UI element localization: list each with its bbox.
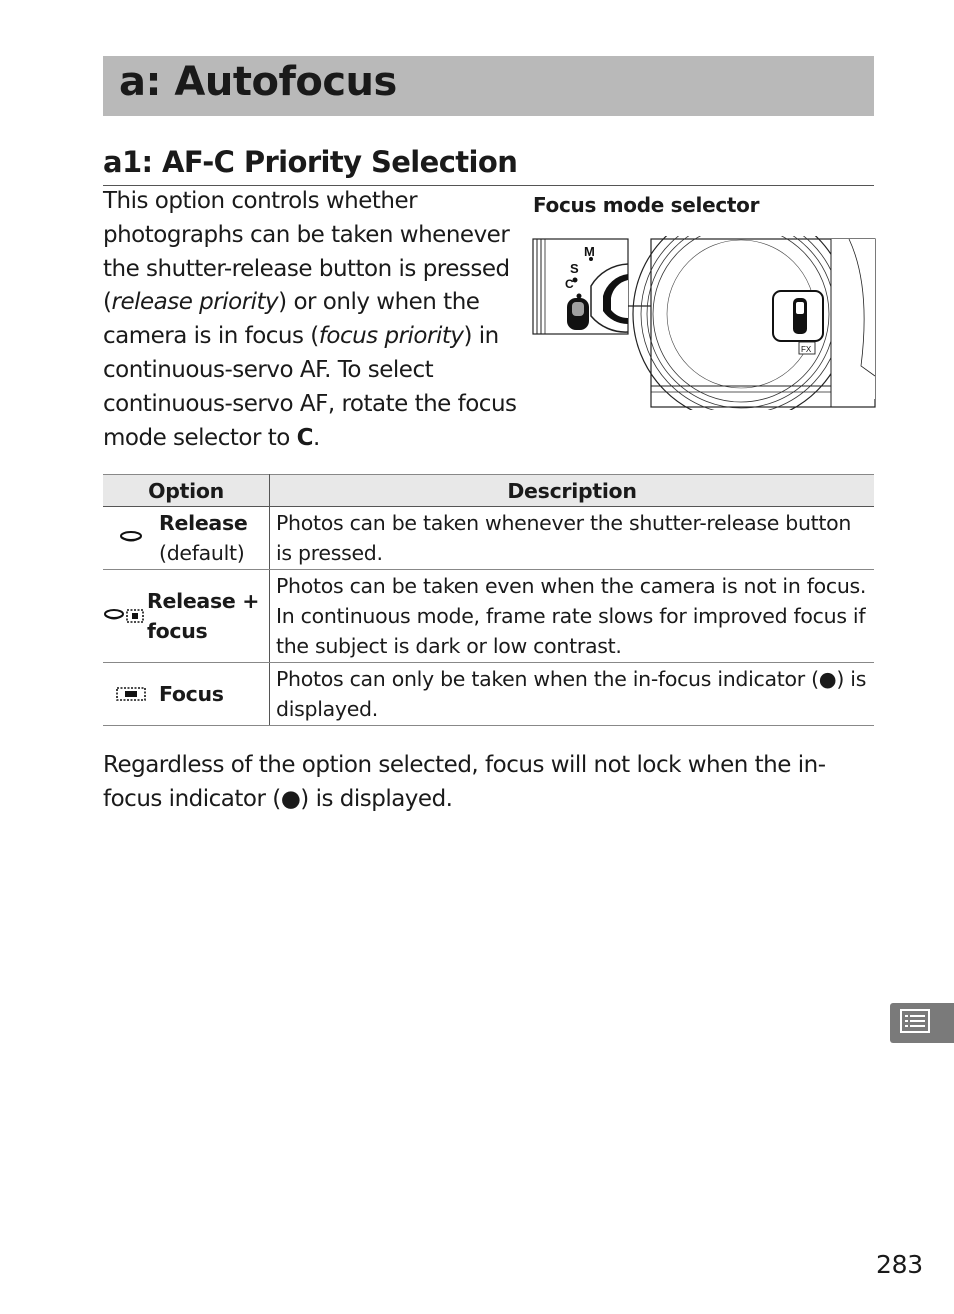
intro-text-4: . [313,424,320,451]
option-description: Photos can be taken even when the camera is not in focus. In continuous mode, frame rate slows for improved focus if the subject is dark or low contrast. [270,570,875,663]
intro-text-3: ) in continuous-servo AF. To select continuous-servo AF, rotate the focus mode selector to [103,323,517,451]
table-row [103,570,874,663]
option-column-header: Option [103,475,270,507]
page-number: 283 [876,1250,923,1279]
dial-label-m: M [584,244,595,259]
table-row [103,663,874,726]
description-column-header: Description [270,475,875,507]
option-description: Photos can only be taken when the in-focus indicator (●) is displayed. [270,663,875,726]
option-label: Release + focus [147,589,260,643]
figure-caption: Focus mode selector [533,193,760,217]
fx-badge: FX [801,345,812,354]
release-priority-icon [103,530,159,546]
section-title: a1: AF-C Priority Selection [103,145,518,179]
release-priority-term: release priority [111,289,279,316]
option-description: Photos can be taken whenever the shutter-release button is pressed. [270,507,875,570]
chapter-title: a: Autofocus [119,59,397,105]
custom-settings-tab[interactable] [890,1003,954,1043]
focus-mode-selector-illustration [531,236,877,410]
dial-label-s: S [570,261,579,276]
options-table [103,474,874,726]
release-focus-priority-icon [103,608,147,624]
option-default-note: (default) [159,541,245,565]
table-header-row [103,475,874,507]
chapter-header [103,56,874,116]
camera-body [633,236,875,410]
continuous-servo-glyph: C [296,424,314,451]
closing-paragraph: Regardless of the option selected, focus will not lock when the in-focus indicator (●) is displayed. [103,752,826,812]
option-label: Focus [159,682,224,706]
table-row [103,507,874,570]
selector-closeup [533,239,628,334]
intro-paragraph [103,185,523,455]
menu-list-icon [900,1009,930,1037]
focus-priority-term: focus priority [318,323,464,350]
dial-label-c: C [565,277,574,291]
option-label: Release [159,511,248,535]
intro-text-2: ) or only when the camera is in focus ( [103,289,480,350]
intro-text-1: This option controls whether photographs can be taken whenever the shutter-release button is pressed ( [103,188,510,316]
focus-priority-icon [103,686,159,702]
